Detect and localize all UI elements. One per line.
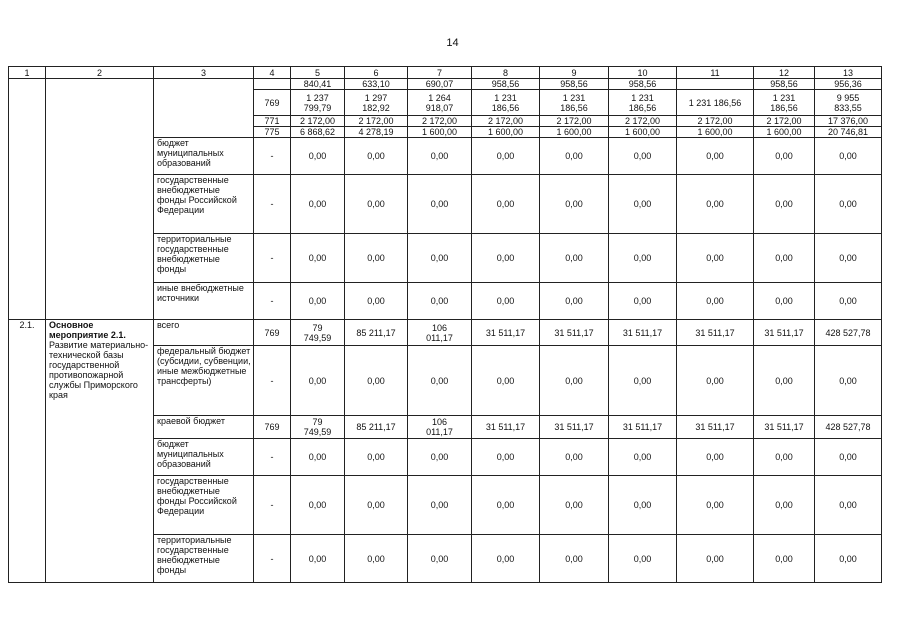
value-cell: 0,00 — [609, 476, 677, 535]
column-header: 6 — [345, 67, 408, 79]
column-header: 4 — [254, 67, 291, 79]
column-header: 12 — [754, 67, 815, 79]
value-cell: 0,00 — [540, 283, 609, 320]
value-cell: 0,00 — [540, 535, 609, 583]
code-cell: - — [254, 175, 291, 234]
source-cell: краевой бюджет — [154, 416, 254, 439]
value-cell: 6 868,62 — [291, 127, 345, 138]
value-cell: 0,00 — [472, 346, 540, 416]
value-cell: 0,00 — [754, 175, 815, 234]
code-cell: - — [254, 138, 291, 175]
value-cell: 1 600,00 — [609, 127, 677, 138]
source-cell — [154, 79, 254, 138]
value-cell: 79 749,59 — [291, 320, 345, 346]
value-cell: 2 172,00 — [540, 116, 609, 127]
value-cell: 0,00 — [754, 476, 815, 535]
value-cell: 956,36 — [815, 79, 882, 90]
column-header: 7 — [408, 67, 472, 79]
value-cell: 85 211,17 — [345, 416, 408, 439]
column-header: 3 — [154, 67, 254, 79]
code-cell: 775 — [254, 127, 291, 138]
value-cell: 428 527,78 — [815, 320, 882, 346]
value-cell: 0,00 — [609, 439, 677, 476]
value-cell: 0,00 — [540, 439, 609, 476]
value-cell: 2 172,00 — [609, 116, 677, 127]
value-cell: 2 172,00 — [754, 116, 815, 127]
value-cell: 106 011,17 — [408, 320, 472, 346]
code-cell: - — [254, 476, 291, 535]
value-cell: 106 011,17 — [408, 416, 472, 439]
row-number-cell: 2.1. — [9, 320, 46, 583]
activity-name-cell — [46, 79, 154, 320]
value-cell: 1 264 918,07 — [408, 90, 472, 116]
value-cell: 0,00 — [540, 175, 609, 234]
value-cell: 1 600,00 — [540, 127, 609, 138]
source-cell: бюджет муниципальных образований — [154, 138, 254, 175]
value-cell: 0,00 — [815, 234, 882, 283]
value-cell: 0,00 — [408, 138, 472, 175]
value-cell: 2 172,00 — [291, 116, 345, 127]
column-header: 2 — [46, 67, 154, 79]
row-number-cell — [9, 79, 46, 320]
column-header: 9 — [540, 67, 609, 79]
value-cell: 0,00 — [408, 234, 472, 283]
value-cell: 31 511,17 — [677, 416, 754, 439]
value-cell: 0,00 — [345, 234, 408, 283]
source-cell: территориальные государственные внебюджетные фонды — [154, 234, 254, 283]
value-cell: 0,00 — [345, 283, 408, 320]
budget-table — [8, 66, 882, 583]
value-cell: 690,07 — [408, 79, 472, 90]
value-cell: 85 211,17 — [345, 320, 408, 346]
value-cell: 31 511,17 — [754, 416, 815, 439]
source-cell: территориальные государственные внебюджетные фонды — [154, 535, 254, 583]
value-cell: 0,00 — [472, 439, 540, 476]
value-cell: 1 231 186,56 — [677, 90, 754, 116]
value-cell: 0,00 — [815, 439, 882, 476]
value-cell: 0,00 — [677, 476, 754, 535]
source-cell: государственные внебюджетные фонды Российской Федерации — [154, 175, 254, 234]
value-cell: 840,41 — [291, 79, 345, 90]
page-number: 14 — [446, 37, 459, 49]
value-cell: 0,00 — [815, 346, 882, 416]
value-cell: 1 600,00 — [677, 127, 754, 138]
value-cell: 0,00 — [754, 138, 815, 175]
value-cell: 31 511,17 — [472, 320, 540, 346]
value-cell: 0,00 — [408, 535, 472, 583]
value-cell: 0,00 — [291, 283, 345, 320]
activity-description: Развитие материально-технической базы государственной противопожарной службы Приморского края — [49, 340, 149, 400]
value-cell: 0,00 — [345, 535, 408, 583]
value-cell: 0,00 — [815, 535, 882, 583]
value-cell: 0,00 — [408, 346, 472, 416]
value-cell: 31 511,17 — [609, 320, 677, 346]
value-cell: 79 749,59 — [291, 416, 345, 439]
value-cell: 0,00 — [345, 476, 408, 535]
value-cell: 0,00 — [345, 138, 408, 175]
value-cell: 17 376,00 — [815, 116, 882, 127]
value-cell: 31 511,17 — [540, 320, 609, 346]
value-cell: 0,00 — [609, 234, 677, 283]
value-cell: 0,00 — [754, 234, 815, 283]
value-cell: 633,10 — [345, 79, 408, 90]
value-cell: 2 172,00 — [677, 116, 754, 127]
value-cell: 0,00 — [754, 346, 815, 416]
value-cell: 0,00 — [677, 535, 754, 583]
source-cell: государственные внебюджетные фонды Российской Федерации — [154, 476, 254, 535]
value-cell: 0,00 — [677, 175, 754, 234]
value-cell: 31 511,17 — [754, 320, 815, 346]
source-cell: бюджет муниципальных образований — [154, 439, 254, 476]
value-cell: 0,00 — [472, 175, 540, 234]
code-cell: - — [254, 535, 291, 583]
value-cell: 1 231 186,56 — [609, 90, 677, 116]
source-cell: иные внебюджетные источники — [154, 283, 254, 320]
value-cell: 428 527,78 — [815, 416, 882, 439]
value-cell: 0,00 — [472, 234, 540, 283]
value-cell: 0,00 — [291, 234, 345, 283]
table-row — [9, 320, 882, 346]
value-cell: 0,00 — [677, 138, 754, 175]
value-cell: 31 511,17 — [609, 416, 677, 439]
value-cell: 0,00 — [472, 476, 540, 535]
value-cell: 31 511,17 — [540, 416, 609, 439]
value-cell: 0,00 — [408, 476, 472, 535]
code-cell — [254, 79, 291, 90]
activity-title: Основное мероприятие 2.1. — [49, 320, 126, 340]
column-header: 5 — [291, 67, 345, 79]
value-cell: 0,00 — [677, 439, 754, 476]
value-cell: 958,56 — [472, 79, 540, 90]
value-cell: 0,00 — [540, 476, 609, 535]
column-header: 1 — [9, 67, 46, 79]
value-cell: 0,00 — [291, 346, 345, 416]
code-cell: 771 — [254, 116, 291, 127]
value-cell: 0,00 — [815, 476, 882, 535]
value-cell: 0,00 — [815, 283, 882, 320]
value-cell: 0,00 — [540, 234, 609, 283]
value-cell: 0,00 — [609, 535, 677, 583]
value-cell: 31 511,17 — [677, 320, 754, 346]
table-row — [9, 79, 882, 90]
value-cell: 0,00 — [677, 346, 754, 416]
column-header: 10 — [609, 67, 677, 79]
value-cell: 9 955 833,55 — [815, 90, 882, 116]
value-cell: 0,00 — [754, 439, 815, 476]
code-cell: - — [254, 234, 291, 283]
value-cell: 1 231 186,56 — [754, 90, 815, 116]
column-header: 11 — [677, 67, 754, 79]
source-cell: всего — [154, 320, 254, 346]
code-cell: - — [254, 283, 291, 320]
value-cell: 0,00 — [472, 283, 540, 320]
value-cell: 1 231 186,56 — [540, 90, 609, 116]
value-cell: 0,00 — [291, 175, 345, 234]
value-cell: 1 297 182,92 — [345, 90, 408, 116]
value-cell: 4 278,19 — [345, 127, 408, 138]
code-cell: 769 — [254, 90, 291, 116]
value-cell: 958,56 — [754, 79, 815, 90]
value-cell: 0,00 — [408, 439, 472, 476]
value-cell: 0,00 — [345, 175, 408, 234]
value-cell: 2 172,00 — [472, 116, 540, 127]
value-cell: 1 600,00 — [408, 127, 472, 138]
column-header: 13 — [815, 67, 882, 79]
value-cell: 0,00 — [291, 476, 345, 535]
header-row — [9, 67, 882, 79]
value-cell: 0,00 — [815, 138, 882, 175]
value-cell: 1 600,00 — [472, 127, 540, 138]
value-cell: 0,00 — [609, 283, 677, 320]
value-cell: 20 746,81 — [815, 127, 882, 138]
value-cell: 2 172,00 — [345, 116, 408, 127]
value-cell: 1 231 186,56 — [472, 90, 540, 116]
code-cell: 769 — [254, 320, 291, 346]
value-cell: 0,00 — [677, 283, 754, 320]
source-cell: федеральный бюджет (субсидии, субвенции, иные межбюджетные трансферты) — [154, 346, 254, 416]
value-cell: 0,00 — [540, 346, 609, 416]
value-cell: 0,00 — [408, 175, 472, 234]
value-cell: 1 237 799,79 — [291, 90, 345, 116]
value-cell: 0,00 — [472, 138, 540, 175]
code-cell: 769 — [254, 416, 291, 439]
activity-name-cell — [46, 320, 154, 583]
code-cell: - — [254, 346, 291, 416]
value-cell: 0,00 — [609, 138, 677, 175]
value-cell: 31 511,17 — [472, 416, 540, 439]
value-cell: 0,00 — [609, 175, 677, 234]
value-cell: 958,56 — [540, 79, 609, 90]
value-cell: 0,00 — [291, 138, 345, 175]
value-cell: 0,00 — [754, 535, 815, 583]
value-cell: 0,00 — [815, 175, 882, 234]
value-cell: 2 172,00 — [408, 116, 472, 127]
value-cell: 0,00 — [540, 138, 609, 175]
value-cell: 0,00 — [472, 535, 540, 583]
value-cell: 1 600,00 — [754, 127, 815, 138]
value-cell: 0,00 — [754, 283, 815, 320]
code-cell: - — [254, 439, 291, 476]
value-cell: 958,56 — [609, 79, 677, 90]
value-cell: 0,00 — [291, 439, 345, 476]
value-cell: 0,00 — [609, 346, 677, 416]
value-cell — [677, 79, 754, 90]
column-header: 8 — [472, 67, 540, 79]
value-cell: 0,00 — [345, 346, 408, 416]
value-cell: 0,00 — [677, 234, 754, 283]
value-cell: 0,00 — [291, 535, 345, 583]
value-cell: 0,00 — [345, 439, 408, 476]
value-cell: 0,00 — [408, 283, 472, 320]
